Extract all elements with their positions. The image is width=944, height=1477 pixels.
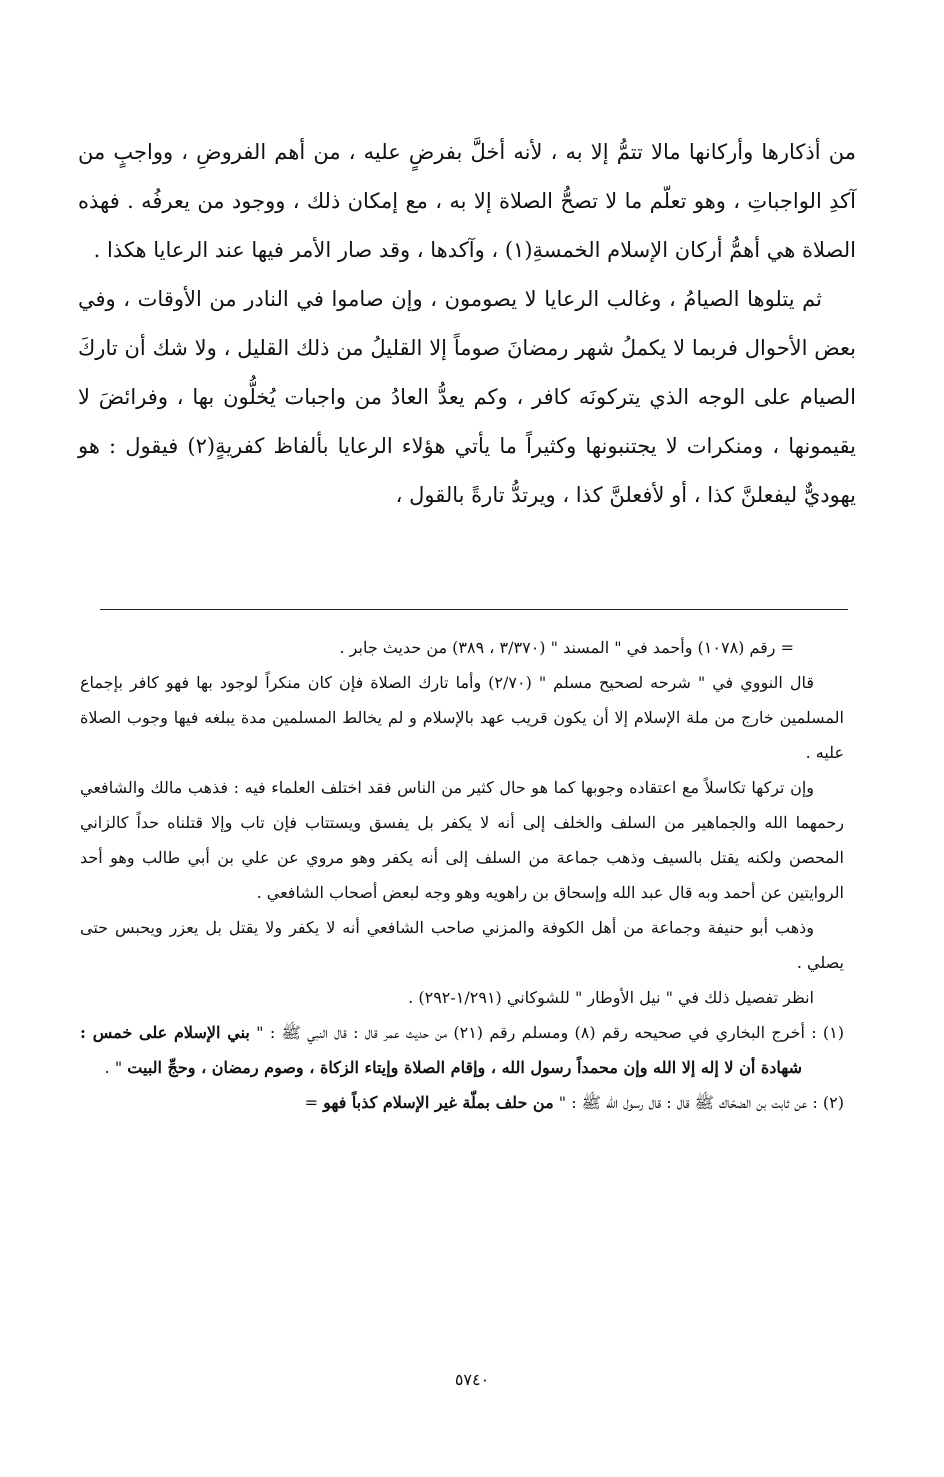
- footnote-divider: [100, 609, 848, 610]
- footnote-abu-hanifa-opinion: وذهب أبو حنيفة وجماعة من أهل الكوفة والمزني صاحب الشافعي أنه لا يكفر ولا يقتل بل يعزر ويحبس حتى يصلي .: [80, 918, 844, 972]
- main-paragraph-2: ثم يتلوها الصيامُ ، وغالب الرعايا لا يصومون ، وإن صاموا في النادر من الأوقات ، وفي بعض الأحوال فربما لا يكملُ شهر رمضانَ صوماً إلا القليلُ من ذلك القليل ، ولا شك أن تاركَ الصيام على الوجه الذي يتركونَه كافر ، وكم يعدُّ العادُ من واجبات يُخلُّون بها ، وفرائضَ لا يقيمونها ، ومنكرات لا يجتنبونها وكثيراً ما يأتي هؤلاء الرعايا بألفاظ كفريةٍ(٢) فيقول : هو يهوديٌّ ليفعلنَّ كذا ، أو لأفعلنَّ كذا ، ويرتدُّ تارةً بالقول ،: [78, 287, 856, 507]
- footnote-1-hadith: بني الإسلام على خمس : شهادة أن لا إله إلا الله وإن محمداً رسول الله ، وإقام الصلاة وإيتاء الزكاة ، وصوم رمضان ، وحجِّ البيت: [80, 1023, 802, 1077]
- footnote-nawawi-quote: قال النووي في " شرحه لصحيح مسلم " (٢/٧٠) وأما تارك الصلاة فإن كان منكراً لوجود بها فهو كافر بإجماع المسلمين خارج من ملة الإسلام إلا أن يكون قريب عهد بالإسلام و لم يخالط المسلمين مدة يبلغه فيها وجوب الصلاة عليه .: [80, 673, 844, 762]
- footnote-2-intro: (٢) : عن ثابت بن الضحّاك ﷺ قال : قال رسول الله ﷺ : ": [558, 1093, 844, 1112]
- footnote-1: [80, 1015, 844, 1085]
- footnote-continuation-line: = رقم (١٠٧٨) وأحمد في " المسند " (٣/٣٧٠ ، ٣٨٩) من حديث جابر .: [339, 638, 794, 657]
- footnote-scholars-opinion: وإن تركها تكاسلاً مع اعتقاده وجوبها كما هو حال كثير من الناس فقد اختلف العلماء فيه : فذهب مالك والشافعي رحمهما الله والجماهير من السلف والخلف إلى أنه لا يكفر بل يفسق ويستتاب فإن تاب وإلا قتلناه حداً كالزاني المحصن ولكنه يقتل بالسيف وذهب جماعة من السلف إلى أنه يكفر وهو مروي عن علي بن أبي طالب وهو أحد الروايتين عن أحمد وبه قال عبد الله وإسحاق بن راهويه وهو وجه لبعض أصحاب الشافعي .: [80, 778, 844, 902]
- footnote-2-hadith: من حلف بملّة غير الإسلام كذباً فهو: [323, 1093, 554, 1112]
- footnote-1-intro: (١) : أخرج البخاري في صحيحه رقم (٨) ومسلم رقم (٢١) من حديث عمر قال : قال النبي ﷺ : ": [256, 1023, 844, 1042]
- main-text: [78, 128, 856, 520]
- footnote-2-end: =: [304, 1093, 318, 1112]
- footnote-1-end: " .: [104, 1058, 123, 1077]
- footnotes: [80, 630, 844, 1120]
- footnote-reference: انظر تفصيل ذلك في " نيل الأوطار " للشوكاني (١/٢٩١-٢٩٢) .: [408, 988, 814, 1007]
- page-number: ٥٧٤٠: [454, 1370, 490, 1389]
- main-paragraph-1: من أذكارها وأركانها مالا تتمُّ إلا به ، لأنه أخلَّ بفرضٍ عليه ، من أهم الفروضِ ، وواجبٍ من آكدِ الواجباتِ ، وهو تعلّم ما لا تصحُّ الصلاة إلا به ، مع إمكان ذلك ، ووجود من يعرفُه . فهذه الصلاة هي أهمُّ أركان الإسلام الخمسةِ(١) ، وآكدها ، وقد صار الأمر فيها عند الرعايا هكذا .: [78, 140, 856, 262]
- footnote-2: [80, 1085, 844, 1120]
